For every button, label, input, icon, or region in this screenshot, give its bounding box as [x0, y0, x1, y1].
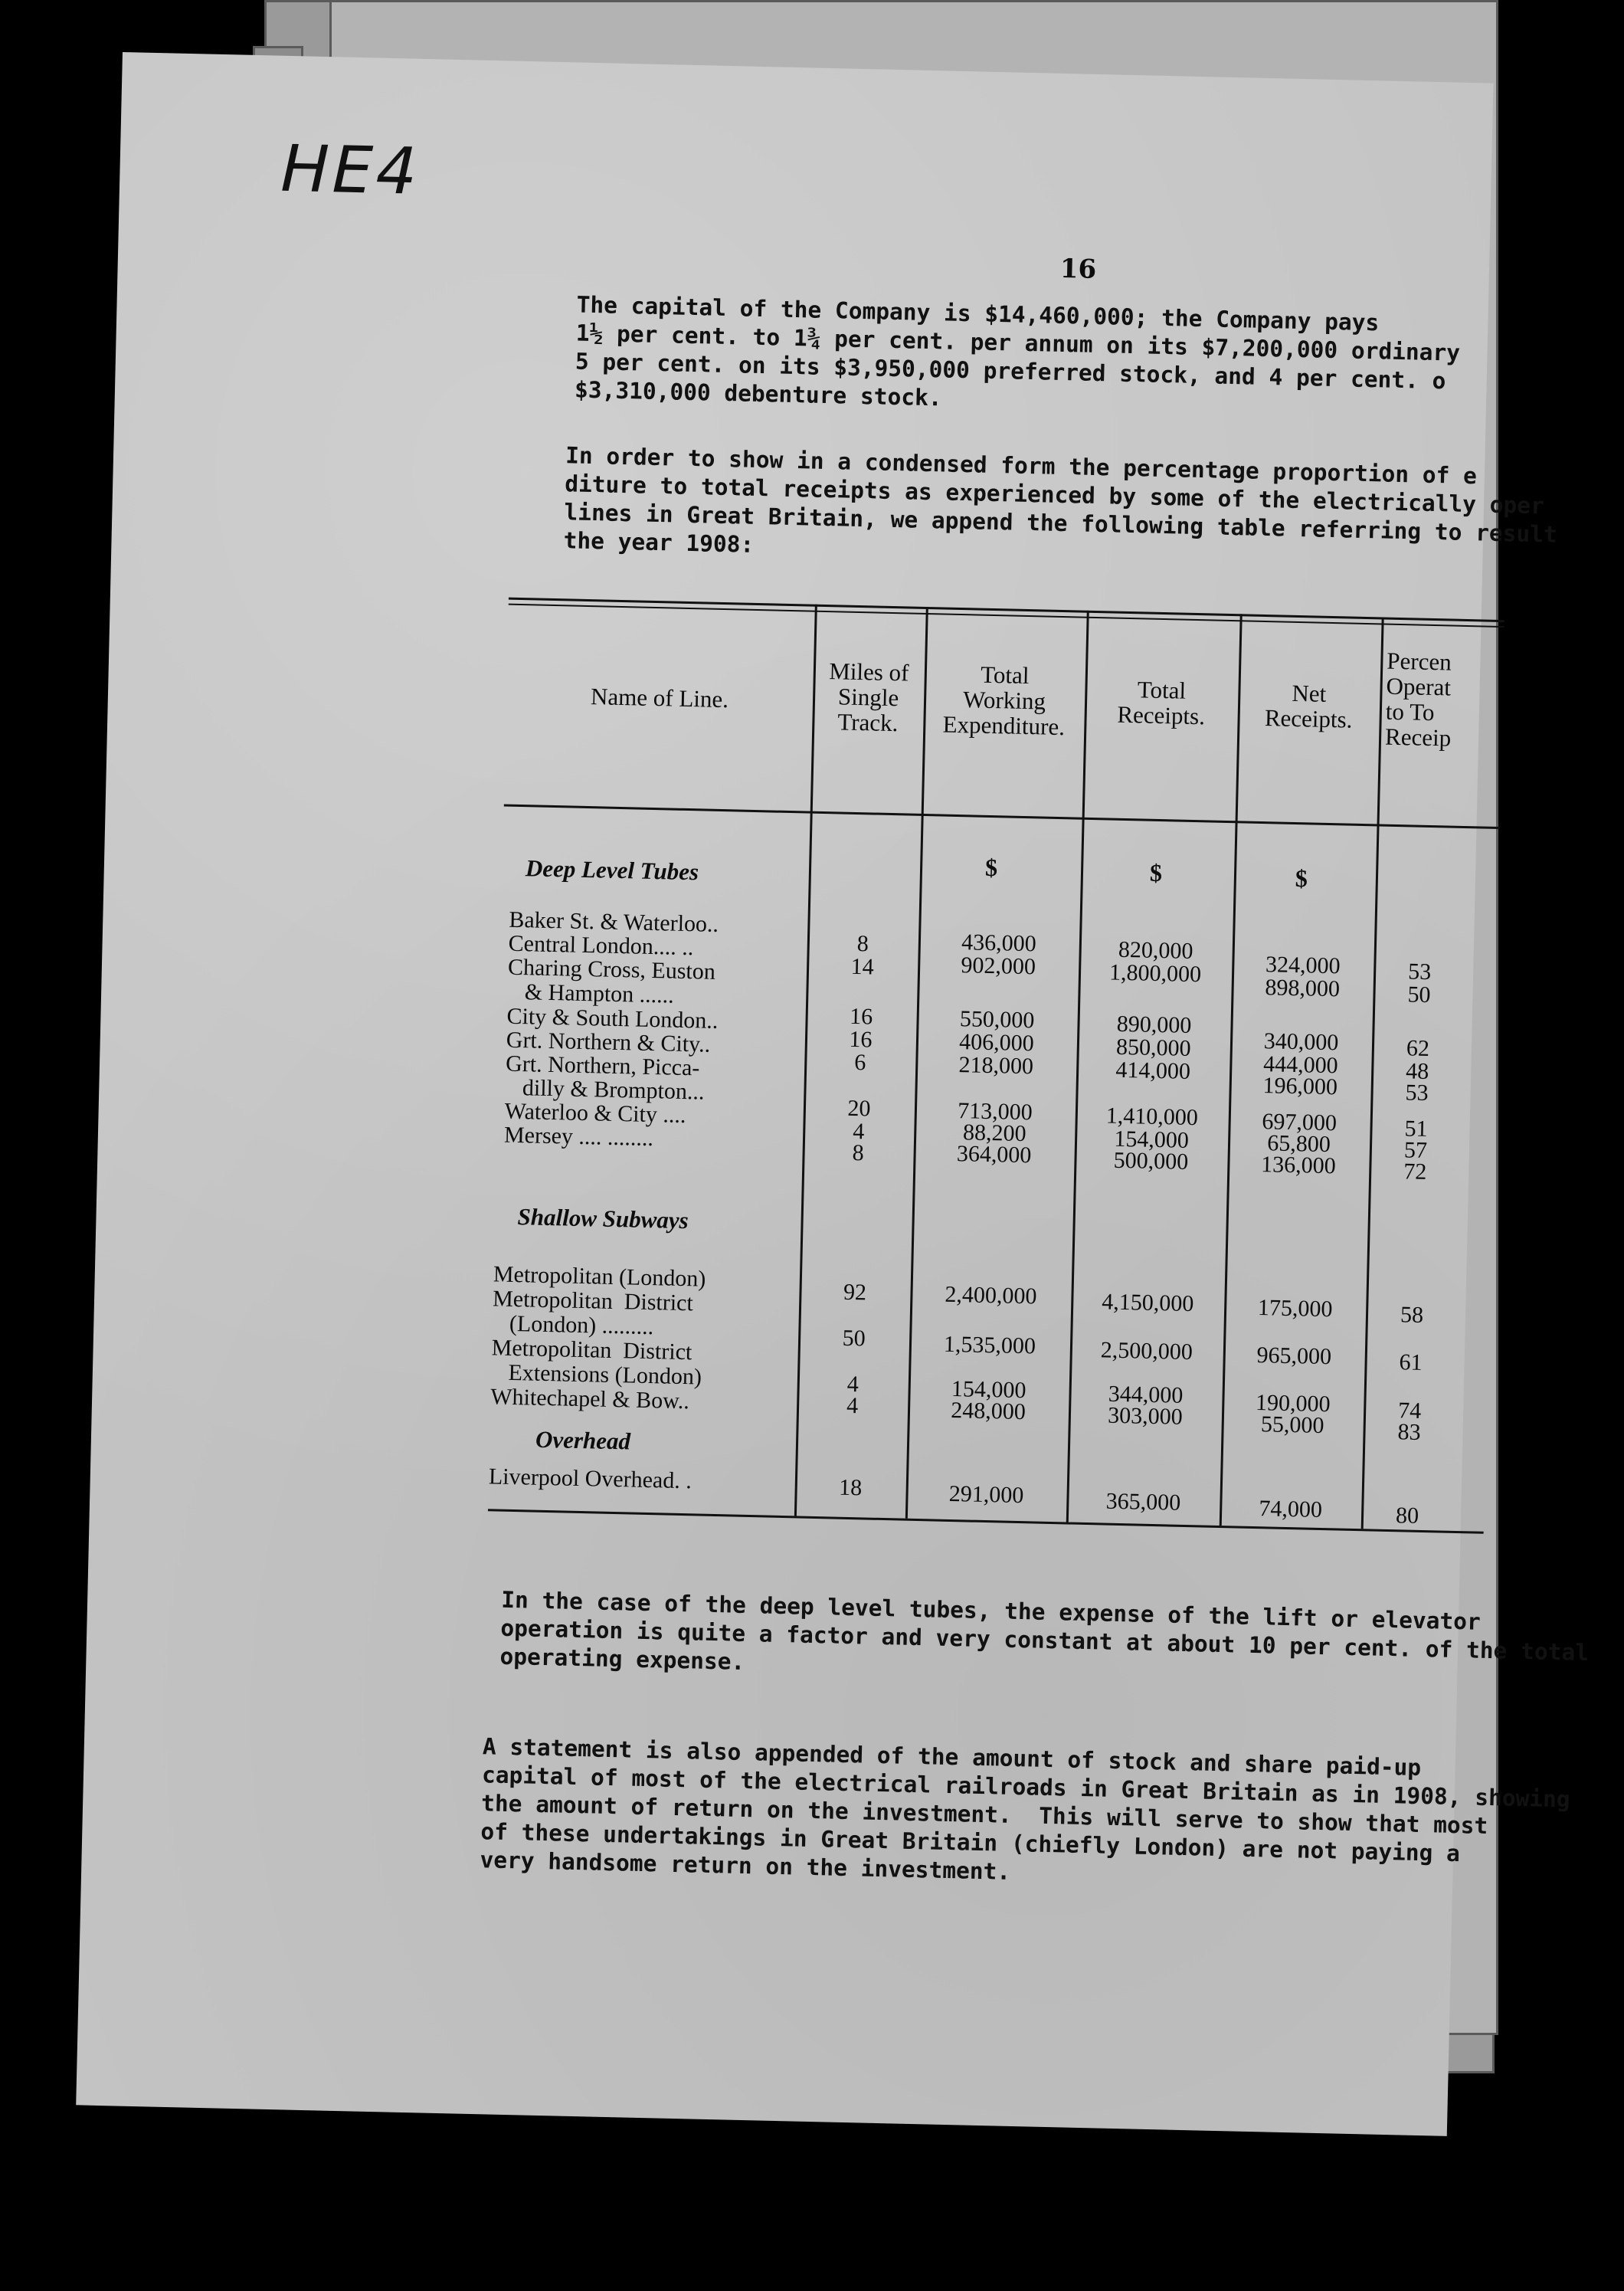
cell-total-receipts: 154,000	[1114, 1126, 1190, 1153]
document-page	[76, 52, 1590, 2136]
cell-working: 364,000	[956, 1141, 1032, 1168]
cell-miles: 18	[838, 1474, 863, 1501]
cell-percentage: 51	[1404, 1116, 1428, 1142]
cell-working: 88,200	[962, 1119, 1026, 1147]
cell-net-receipts: 898,000	[1265, 975, 1341, 1002]
header-name-of-line: Name of Line.	[590, 683, 729, 713]
cell-percentage: 53	[1405, 1080, 1429, 1106]
page-number: 16	[1059, 253, 1097, 285]
cell-working: 218,000	[958, 1052, 1034, 1080]
header-net-receipts: Net Receipts.	[1264, 679, 1353, 733]
row-name: Charing Cross, Euston & Hampton ......	[506, 954, 716, 1008]
cell-miles: 6	[853, 1050, 866, 1076]
cell-total-receipts: 344,000	[1108, 1381, 1184, 1408]
cell-total-receipts: 890,000	[1116, 1011, 1192, 1038]
header-miles: Miles of Single Track.	[828, 657, 909, 737]
cell-working: 713,000	[957, 1098, 1033, 1126]
cell-total-receipts: 4,150,000	[1101, 1289, 1194, 1317]
cell-miles: 14	[850, 953, 875, 980]
header-bottom-rule	[504, 805, 1500, 829]
section-overhead: Overhead	[535, 1425, 631, 1455]
header-percentage: Percen Operat to To Receip	[1384, 647, 1452, 752]
header-working-expenditure: Total Working Expenditure.	[942, 660, 1066, 741]
cell-miles: 16	[849, 1026, 873, 1053]
cell-percentage: 53	[1407, 959, 1432, 985]
header-total-receipts: Total Receipts.	[1117, 676, 1206, 730]
cell-net-receipts: 697,000	[1262, 1109, 1338, 1136]
cell-percentage: 61	[1399, 1349, 1423, 1375]
currency-symbol: $	[1149, 858, 1163, 887]
cell-total-receipts: 365,000	[1105, 1488, 1181, 1516]
paragraph-capital: The capital of the Company is $14,460,000; the Company pays 1½ per cent. to 1¾ per cent. per annum on its $7,200,000 ordinary 5 per cent. on its $3,950,000 preferred stock, and 4 per cent. o $3,310,000 debenture stock.	[574, 291, 1461, 411]
row-name: Central London.... ..	[508, 930, 694, 961]
row-name: Metropolitan (London)	[493, 1261, 706, 1292]
paragraph-deep-level-note: In the case of the deep level tubes, the expense of the lift or elevator operation is quite a factor and very constant at about 10 per cent. of the total operating expense.	[499, 1586, 1590, 1675]
paragraph-table-intro: In order to show in a condensed form the percentage proportion of e diture to total receipts as experienced by some of the electrically oper lines in Great Britain, we append the following table referring to result the year 1908:	[563, 442, 1558, 558]
cell-working: 154,000	[951, 1375, 1026, 1404]
cell-net-receipts: 55,000	[1260, 1411, 1324, 1439]
cell-total-receipts: 303,000	[1107, 1402, 1184, 1430]
cell-net-receipts: 175,000	[1257, 1295, 1333, 1322]
cell-total-receipts: 1,800,000	[1108, 959, 1202, 988]
row-name: dilly & Brompton...	[505, 1074, 705, 1105]
cell-percentage: 83	[1397, 1419, 1421, 1445]
cell-net-receipts: 196,000	[1262, 1073, 1338, 1100]
cell-percentage: 74	[1397, 1398, 1422, 1424]
cell-working: 291,000	[948, 1480, 1024, 1509]
cell-miles: 16	[849, 1003, 873, 1030]
row-name: Grt. Northern & City..	[506, 1027, 711, 1057]
cell-miles: 4	[846, 1371, 859, 1398]
cell-percentage: 80	[1395, 1503, 1419, 1529]
cell-total-receipts: 820,000	[1118, 936, 1193, 965]
cell-net-receipts: 324,000	[1265, 952, 1341, 979]
cell-miles: 92	[843, 1279, 867, 1306]
cell-total-receipts: 414,000	[1115, 1057, 1191, 1084]
cell-miles: 4	[852, 1118, 865, 1145]
cell-net-receipts: 965,000	[1256, 1342, 1332, 1370]
section-deep-level-tubes: Deep Level Tubes	[525, 854, 699, 886]
cell-working: 436,000	[961, 929, 1037, 957]
row-name: Mersey .... ........	[503, 1122, 654, 1152]
currency-symbol: $	[1295, 864, 1308, 893]
cell-percentage: 58	[1400, 1302, 1424, 1328]
table-top-rule-double	[509, 604, 1504, 628]
cell-working: 902,000	[961, 952, 1036, 980]
cell-percentage: 48	[1405, 1058, 1429, 1085]
cell-working: 2,400,000	[945, 1281, 1037, 1309]
cell-miles: 8	[856, 931, 869, 957]
cell-total-receipts: 500,000	[1113, 1147, 1189, 1175]
row-name: City & South London..	[506, 1003, 719, 1034]
paragraph-stock-statement: A statement is also appended of the amount of stock and share paid-up capital of most of the electrical railroads in Great Britain as in 1908, showing the amount of return on the investment. This will serve to show that most of these undertakings in Great Britain (chiefly London) are not paying a very handsome return on the investment.	[480, 1733, 1570, 1885]
row-name: Waterloo & City ....	[504, 1098, 686, 1129]
cell-miles: 20	[847, 1095, 871, 1122]
cell-net-receipts: 136,000	[1260, 1152, 1337, 1179]
cell-percentage: 50	[1407, 982, 1431, 1008]
handwritten-margin-note: HE4	[280, 130, 421, 209]
cell-working: 1,535,000	[943, 1331, 1036, 1359]
cell-percentage: 62	[1406, 1035, 1430, 1062]
cell-total-receipts: 850,000	[1115, 1034, 1191, 1061]
cell-percentage: 57	[1403, 1137, 1428, 1163]
cell-working: 550,000	[959, 1006, 1035, 1034]
row-name: Baker St. & Waterloo..	[509, 906, 719, 937]
cell-miles: 50	[842, 1325, 866, 1352]
cell-net-receipts: 444,000	[1262, 1051, 1339, 1079]
cell-total-receipts: 1,410,000	[1105, 1103, 1199, 1131]
cell-miles: 8	[852, 1139, 865, 1166]
cell-working: 248,000	[950, 1397, 1026, 1425]
currency-symbol: $	[984, 853, 998, 882]
cell-net-receipts: 74,000	[1259, 1496, 1323, 1523]
cell-miles: 4	[846, 1392, 859, 1419]
cell-total-receipts: 2,500,000	[1100, 1337, 1193, 1365]
row-name: Metropolitan District Extensions (London)	[490, 1335, 702, 1390]
row-name: Liverpool Overhead. .	[488, 1463, 692, 1494]
cell-percentage: 72	[1403, 1159, 1427, 1185]
cell-working: 406,000	[958, 1029, 1035, 1057]
expenditure-table	[488, 598, 1504, 1536]
cell-net-receipts: 190,000	[1255, 1390, 1331, 1418]
cell-net-receipts: 340,000	[1263, 1028, 1339, 1056]
cell-net-receipts: 65,800	[1266, 1130, 1331, 1158]
section-shallow-subways: Shallow Subways	[517, 1203, 689, 1234]
row-name: Metropolitan District (London) .........	[492, 1286, 694, 1340]
row-name: Grt. Northern, Picca-	[505, 1050, 700, 1081]
table-top-rule	[509, 598, 1504, 622]
row-name: Whitechapel & Bow..	[489, 1384, 690, 1414]
